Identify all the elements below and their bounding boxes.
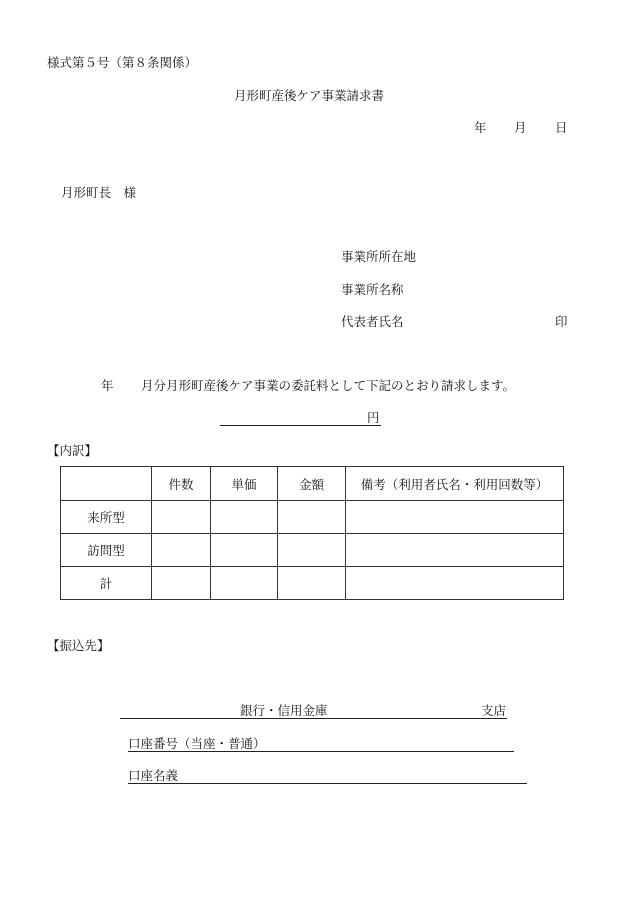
account-name-label: 口座名義 xyxy=(128,768,179,783)
statement-year-label: 年 xyxy=(101,378,114,393)
breakdown-table xyxy=(60,466,564,600)
transfer-heading: 【振込先】 xyxy=(47,638,110,653)
office-name-label: 事業所名称 xyxy=(341,282,404,297)
amount-cell[interactable] xyxy=(278,534,346,567)
representative-label: 代表者氏名 xyxy=(341,314,404,329)
header-cell-count: 件数 xyxy=(152,467,211,501)
amount-cell[interactable] xyxy=(278,501,346,534)
header-cell-amount: 金額 xyxy=(278,467,346,501)
branch-label: 支店 xyxy=(481,703,507,718)
breakdown-heading: 【内訳】 xyxy=(47,443,98,458)
row-label: 訪問型 xyxy=(61,534,152,567)
form-number: 様式第５号（第８条関係） xyxy=(47,55,198,70)
remarks-cell[interactable] xyxy=(346,567,564,600)
bank-line xyxy=(120,718,507,719)
table-row-home-visit xyxy=(61,534,564,567)
row-label: 来所型 xyxy=(61,501,152,534)
unit-price-cell[interactable] xyxy=(211,534,278,567)
document-title: 月形町産後ケア事業請求書 xyxy=(234,88,385,103)
amount-unit: 円 xyxy=(367,410,380,425)
row-label: 計 xyxy=(61,567,152,600)
count-cell[interactable] xyxy=(152,567,211,600)
date-month-label: 月 xyxy=(514,120,527,135)
remarks-cell[interactable] xyxy=(346,501,564,534)
table-row-total xyxy=(61,567,564,600)
amount-cell[interactable] xyxy=(278,567,346,600)
unit-price-cell[interactable] xyxy=(211,501,278,534)
seal-mark: 印 xyxy=(555,314,568,329)
table-row-visit-facility xyxy=(61,501,564,534)
header-cell-unit-price: 単価 xyxy=(211,467,278,501)
account-name-line xyxy=(128,783,527,784)
request-statement: 月分月形町産後ケア事業の委託料として下記のとおり請求します。 xyxy=(141,378,516,393)
table-header-row xyxy=(61,467,564,501)
addressee: 月形町長 様 xyxy=(61,185,137,200)
date-day-label: 日 xyxy=(555,120,568,135)
unit-price-cell[interactable] xyxy=(211,567,278,600)
remarks-cell[interactable] xyxy=(346,534,564,567)
amount-line xyxy=(220,425,381,426)
bank-label: 銀行・信用金庫 xyxy=(240,703,328,718)
count-cell[interactable] xyxy=(152,501,211,534)
date-year-label: 年 xyxy=(474,120,487,135)
header-cell-remarks: 備考（利用者氏名・利用回数等） xyxy=(346,467,564,501)
office-address-label: 事業所所在地 xyxy=(341,249,417,264)
account-number-line xyxy=(128,751,514,752)
count-cell[interactable] xyxy=(152,534,211,567)
header-cell-blank xyxy=(61,467,152,501)
account-number-label: 口座番号（当座・普通） xyxy=(128,736,266,751)
